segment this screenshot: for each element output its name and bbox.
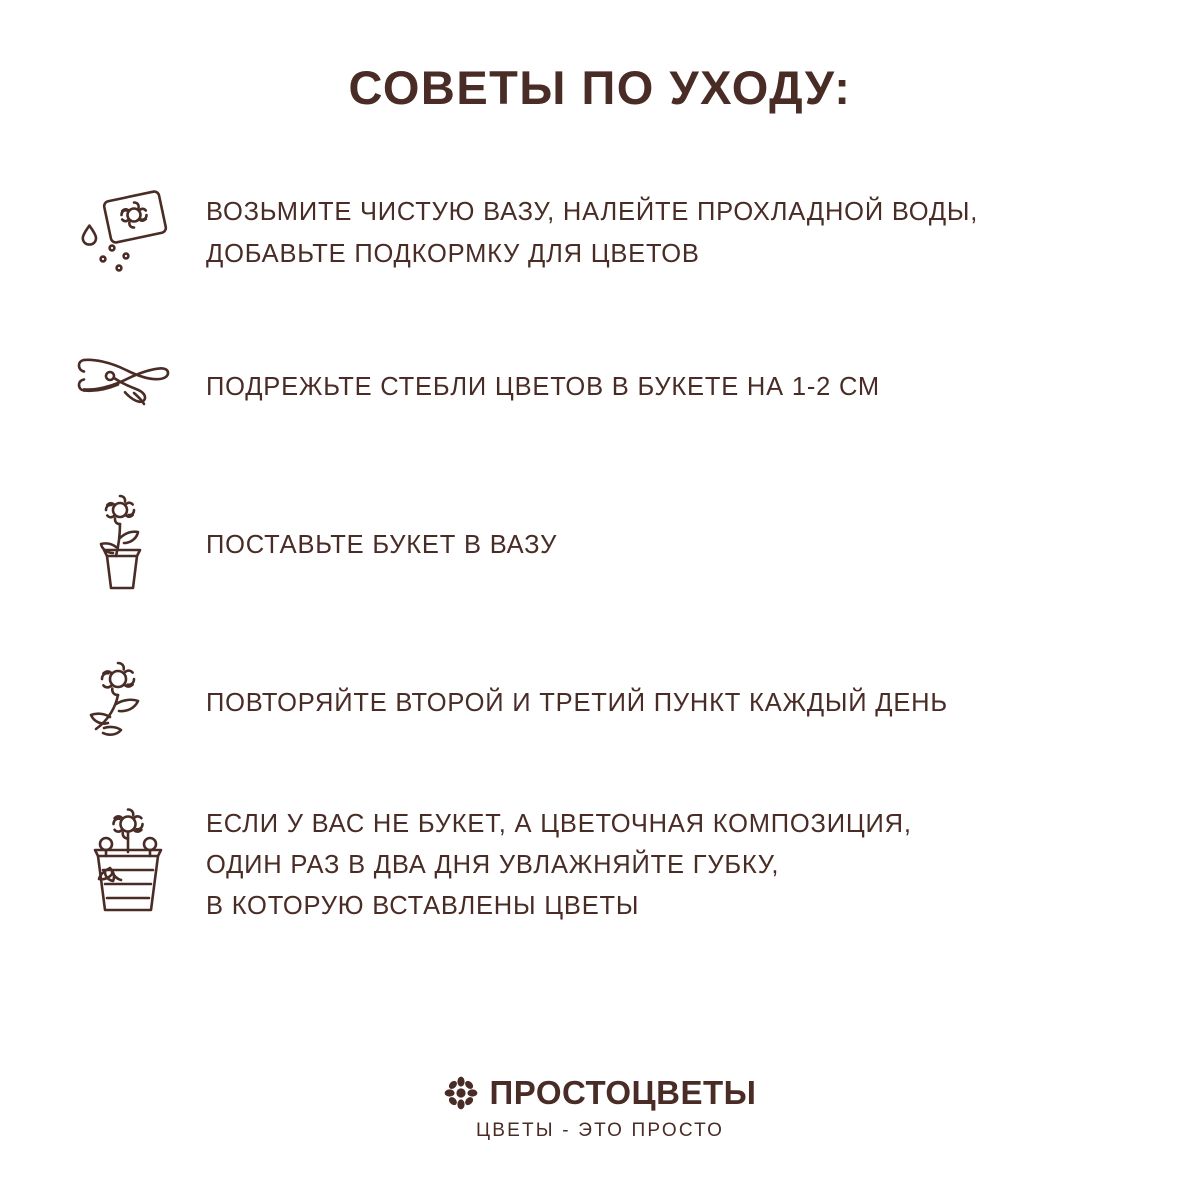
pruning-shears-icon: [68, 348, 188, 428]
list-item-text: [188, 804, 912, 928]
flower-branch-icon: [68, 659, 188, 749]
list-item-line: В КОТОРУЮ ВСТАВЛЕНЫ ЦВЕТЫ: [206, 892, 640, 921]
list-item: [68, 804, 1140, 928]
list-item-line: ДОБАВЬТЕ ПОДКОРМКУ ДЛЯ ЦВЕТОВ: [206, 239, 700, 268]
list-item-text: [188, 367, 880, 408]
list-item-line: ОДИН РАЗ В ДВА ДНЯ УВЛАЖНЯЙТЕ ГУБКУ,: [206, 850, 780, 879]
list-item: [68, 644, 1140, 764]
tips-list: [0, 174, 1200, 1200]
flower-food-packet-icon: [68, 186, 188, 282]
brand-name: ПРОСТОЦВЕТЫ: [489, 1074, 757, 1111]
list-item-text: [188, 683, 948, 724]
list-item-line: ПОДРЕЖЬТЕ СТЕБЛИ ЦВЕТОВ В БУКЕТЕ НА 1-2 СМ: [206, 373, 880, 402]
list-item-line: ПОСТАВЬТЕ БУКЕТ В ВАЗУ: [206, 531, 558, 560]
flower-in-vase-icon: [68, 494, 188, 598]
list-item-line: ЕСЛИ У ВАС НЕ БУКЕТ, А ЦВЕТОЧНАЯ КОМПОЗИЦИЯ,: [206, 809, 912, 838]
footer: [0, 1074, 1200, 1142]
list-item: [68, 486, 1140, 606]
list-item-text: [188, 525, 557, 566]
page-title: СОВЕТЫ ПО УХОДУ:: [348, 61, 852, 114]
list-item: [68, 174, 1140, 294]
flower-logo-icon: [444, 1076, 478, 1110]
list-item-line: ПОВТОРЯЙТЕ ВТОРОЙ И ТРЕТИЙ ПУНКТ КАЖДЫЙ ДЕНЬ: [206, 689, 948, 718]
brand-tagline: ЦВЕТЫ - ЭТО ПРОСТО: [475, 1120, 725, 1141]
list-item-line: ВОЗЬМИТЕ ЧИСТУЮ ВАЗУ, НАЛЕЙТЕ ПРОХЛАДНОЙ ВОДЫ,: [206, 198, 979, 227]
list-item-text: [188, 192, 978, 275]
flower-basket-icon: [68, 806, 188, 926]
list-item: [68, 328, 1140, 448]
brand-row: [0, 1074, 1200, 1112]
